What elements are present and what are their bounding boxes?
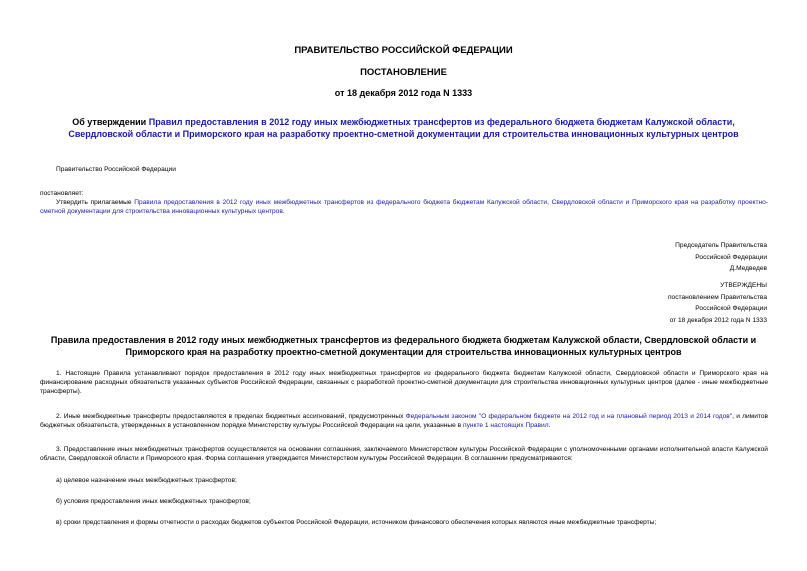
approve-prefix: Утвердить прилагаемые (56, 199, 135, 206)
approve-paragraph (40, 198, 768, 216)
rules-paragraph-3 (40, 445, 768, 463)
approved-date: от 18 декабря 2012 года N 1333 (669, 316, 767, 324)
government-heading: ПРАВИТЕЛЬСТВО РОССИЙСКОЙ ФЕДЕРАЦИИ (294, 45, 513, 56)
document-title (40, 116, 767, 140)
signature-position: Председатель Правительства (675, 242, 767, 249)
approved-block (668, 280, 767, 326)
rules-title: Правила предоставления в 2012 году иных межбюджетных трансфертов из федерального бюджета бюджетам Калужской области, Свердловской области и Приморского края на разработку проектно-сметной документации для строительства инновационных культурных центров (50, 335, 757, 357)
signature-block (675, 240, 767, 275)
title-prefix: Об утверждении (72, 117, 149, 127)
rules-p3-text: 3. Предоставление иных межбюджетных трансфертов осуществляется на основании соглашения, заключаемого Министерством культуры Российской Федерации с уполномоченными органами исполнительной власти Калужской области, Свердловской области и Приморского края. Форма соглашения утверждается Министерством культуры Российской Федерации. В соглашении предусматриваются: (40, 446, 768, 462)
signature-country: Российской Федерации (695, 253, 767, 261)
approved-label: УТВЕРЖДЕНЫ (720, 282, 767, 289)
rules-p2-text-b: , и лимитов бюджетных обязательств, утвержденных в установленном порядке Министерству культуры Российской Федерации на цели, указанные в (40, 413, 768, 429)
government-line: Правительство Российской Федерации (56, 166, 176, 173)
approve-suffix: . (282, 208, 285, 215)
rules-item-a: а) целевое назначение иных межбюджетных трансфертов; (56, 477, 237, 484)
document-date-number: от 18 декабря 2012 года N 1333 (334, 88, 473, 98)
rules-item-c: в) сроки представления и формы отчетности о расходах бюджетов субъектов Российской Федерации, источником финансового обеспечения которых являются иные межбюджетные трансферты; (56, 519, 657, 526)
decides-line: постановляет: (40, 190, 84, 197)
approve-rules-link[interactable]: Правила предоставления в 2012 году иных межбюджетных трансфертов из федерального бюджета бюджетам Калужской области, Свердловской области и Приморского края на разработку проектно-сметной документации для строительства инновационных культурных центров (40, 199, 768, 215)
rules-p2-text-c: . (548, 422, 551, 429)
federal-law-link[interactable]: Федеральным законом "О федеральном бюджете на 2012 год и на плановый период 2013 и 2014 годов" (405, 413, 733, 420)
rules-item-b: б) условия предоставления иных межбюджетных трансфертов; (56, 498, 251, 505)
point-1-link[interactable]: пункте 1 настоящих Правил (463, 422, 549, 429)
approved-by: постановлением Правительства (667, 293, 767, 301)
signature-name: Д.Медведев (729, 265, 767, 272)
rules-paragraph-2 (40, 412, 768, 430)
rules-paragraph-1 (40, 369, 768, 396)
approved-country: Российской Федерации (695, 305, 767, 312)
document-type: ПОСТАНОВЛЕНИЕ (360, 67, 447, 78)
title-rules-link[interactable]: Правил предоставления в 2012 году иных межбюджетных трансфертов из федерального бюджета бюджетам Калужской области, Свердловской области и Приморского края на разработку проектно-сметной документации для строительства инновационных культурных центров (68, 117, 739, 139)
rules-p1-text: 1. Настоящие Правила устанавливают порядок предоставления в 2012 году иных межбюджетных трансфертов из федерального бюджета бюджетам Калужской области, Свердловской области и Приморского края на финансирование расходных обязательств указанных субъектов Российской Федерации, связанных с разработкой проектно-сметной документации для строительства инновационных культурных центров (далее - иные межбюджетные трансферты). (40, 370, 768, 395)
rules-p2-text-a: 2. Иные межбюджетные трансферты предоставляются в пределах бюджетных ассигнований, предусмотренных (56, 413, 406, 420)
